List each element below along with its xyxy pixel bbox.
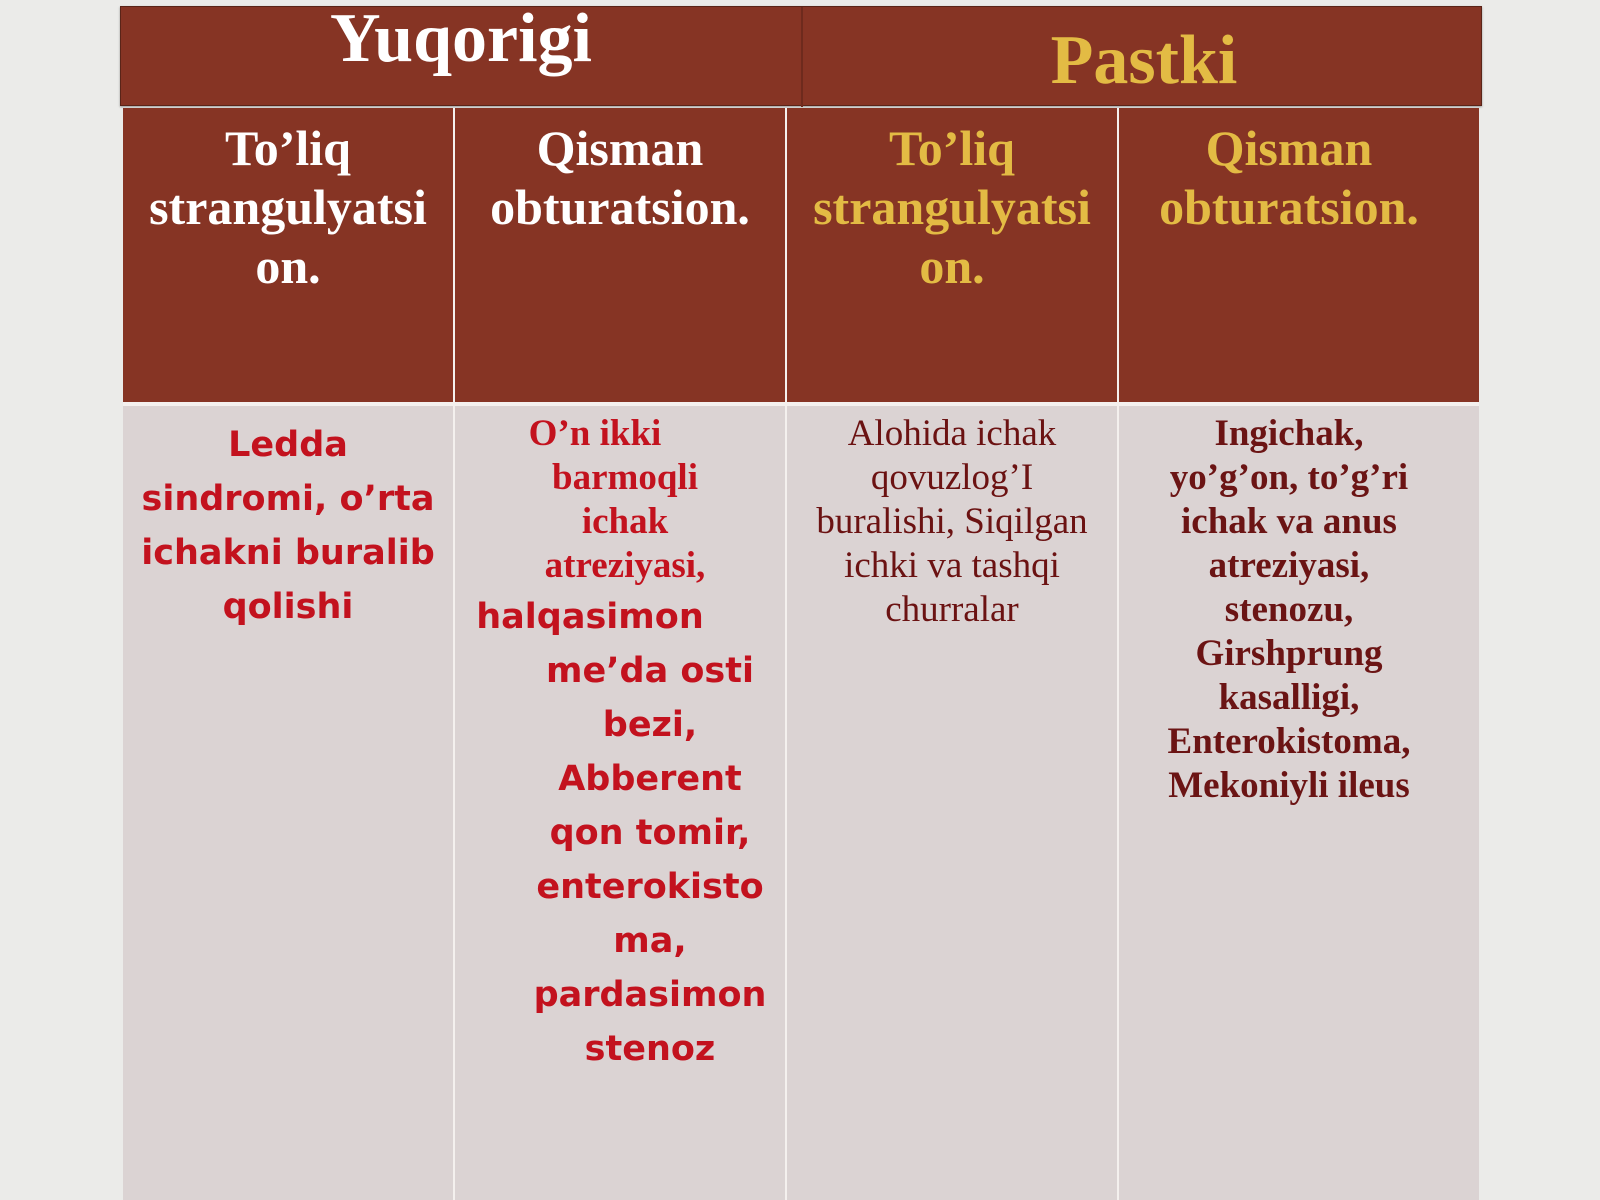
cell-line: bezi,	[602, 705, 698, 745]
cell-lower-partial	[1119, 406, 1459, 1200]
group-header-upper-label: Yuqorigi	[330, 0, 592, 77]
header-line: on.	[919, 238, 985, 294]
cell-line: atreziyasi,	[1208, 545, 1370, 586]
header-line: on.	[255, 238, 321, 294]
content-row	[123, 406, 1479, 1200]
cell-line: qolishi	[222, 587, 354, 627]
header-line: Qisman	[536, 120, 704, 176]
header-upper-full	[123, 108, 453, 402]
header-line: To’liq	[888, 120, 1015, 176]
header-line: strangulyatsi	[149, 179, 427, 235]
cell-line: buralishi, Siqilgan	[816, 501, 1088, 542]
cell-upper-partial	[455, 406, 785, 1200]
cell-line: ichak va anus	[1181, 501, 1397, 542]
cell-upper-full	[123, 406, 453, 1200]
header-upper-partial	[455, 108, 785, 402]
cell-line: Mekoniyli ileus	[1168, 765, 1410, 806]
cell-line: O’n ikki	[528, 413, 662, 454]
cell-line: enterokisto	[536, 867, 764, 907]
header-line: Qisman	[1205, 120, 1373, 176]
cell-line: churralar	[885, 589, 1019, 630]
cell-line: Enterokistoma,	[1167, 721, 1411, 762]
header-lower-full	[787, 108, 1117, 402]
cell-line: Ledda	[228, 425, 348, 465]
cell-line: Ingichak,	[1214, 413, 1364, 454]
column-divider	[453, 108, 455, 1200]
header-line: strangulyatsi	[813, 179, 1091, 235]
cell-line: me’da osti	[546, 651, 754, 691]
cell-line: halqasimon	[476, 597, 704, 637]
cell-line: sindromi, o’rta	[141, 479, 435, 519]
cell-line: ichki va tashqi	[844, 545, 1060, 586]
cell-line: qon tomir,	[549, 813, 751, 853]
cell-line: stenozu,	[1224, 589, 1354, 630]
cell-line: pardasimon	[533, 975, 767, 1015]
cell-line: kasalligi,	[1218, 677, 1360, 718]
header-lower-partial	[1119, 108, 1459, 402]
cell-line: ichak	[581, 501, 669, 542]
cell-line: atreziyasi,	[544, 545, 706, 586]
cell-line: yo’g’on, to’g’ri	[1169, 457, 1409, 498]
classification-table	[120, 0, 1482, 1200]
cell-line: stenoz	[584, 1029, 716, 1069]
cell-line: Abberent	[558, 759, 742, 799]
cell-line: qovuzlog’I	[870, 457, 1034, 498]
cell-line: barmoqli	[552, 457, 698, 498]
header-line: obturatsion.	[1159, 179, 1419, 235]
cell-line: ichakni buralib	[141, 533, 435, 573]
group-header-lower	[801, 7, 1485, 107]
column-divider	[785, 108, 787, 1200]
group-header-row	[120, 0, 1482, 106]
cell-lower-full	[787, 406, 1117, 1200]
group-header-upper	[121, 0, 801, 107]
cell-line: ma,	[613, 921, 687, 961]
column-header-row	[123, 108, 1479, 402]
column-divider	[1117, 108, 1119, 1200]
header-line: obturatsion.	[490, 179, 750, 235]
cell-line: Girshprung	[1195, 633, 1383, 674]
group-header-lower-label: Pastki	[1050, 22, 1238, 99]
header-line: To’liq	[224, 120, 351, 176]
cell-line: Alohida ichak	[847, 413, 1057, 454]
